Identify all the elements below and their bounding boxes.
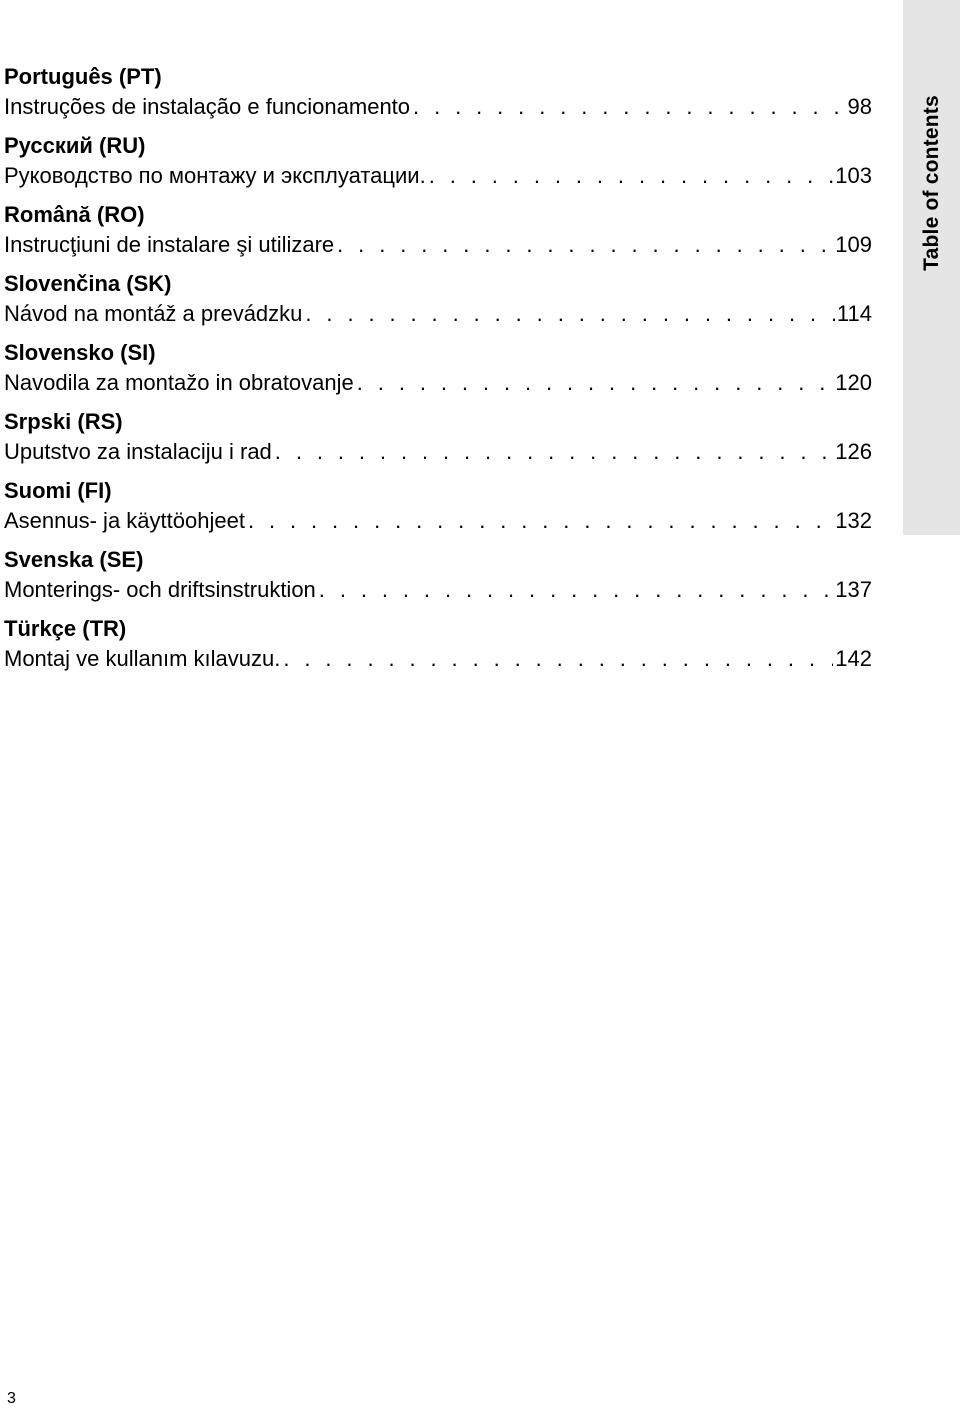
dot-leader — [280, 644, 833, 674]
side-tab — [903, 0, 960, 535]
toc-page: 114 — [836, 301, 872, 326]
toc-page: 98 — [847, 94, 872, 119]
toc-page: 103 — [835, 163, 872, 188]
toc-line[interactable] — [4, 161, 872, 191]
dot-leader — [410, 92, 845, 122]
toc-entry[interactable] — [4, 545, 872, 605]
toc-language: Svenska (SE) — [4, 547, 144, 572]
dot-leader — [245, 506, 833, 536]
page-number: 3 — [7, 1390, 16, 1407]
toc-line[interactable] — [4, 299, 872, 329]
dot-leader — [354, 368, 834, 398]
toc-entry[interactable] — [4, 131, 872, 191]
toc-line[interactable] — [4, 644, 872, 674]
toc-entry[interactable] — [4, 200, 872, 260]
toc-page: 137 — [835, 577, 872, 602]
toc-title: Instruções de instalação e funcionamento — [4, 94, 411, 119]
toc-title: Návod na montáž a prevádzku — [4, 301, 303, 326]
toc-title: Montaj ve kullanım kılavuzu. — [4, 646, 281, 671]
toc-language: Português (PT) — [4, 64, 162, 89]
toc-title: Руководство по монтажу и эксплуатации. — [4, 163, 426, 188]
toc-line[interactable] — [4, 437, 872, 467]
toc-entry[interactable] — [4, 338, 872, 398]
toc-entry[interactable] — [4, 269, 872, 329]
toc-language: Slovensko (SI) — [4, 340, 156, 365]
toc-page: 142 — [835, 646, 872, 671]
dot-leader — [302, 299, 835, 329]
toc-language: Türkçe (TR) — [4, 616, 127, 641]
toc-page: 132 — [835, 508, 872, 533]
toc-entry[interactable] — [4, 62, 872, 122]
table-of-contents — [4, 62, 872, 683]
toc-entry[interactable] — [4, 476, 872, 536]
toc-line[interactable] — [4, 92, 872, 122]
toc-language: Русский (RU) — [4, 133, 146, 158]
toc-page: 126 — [835, 439, 872, 464]
toc-title: Asennus- ja käyttöohjeet — [4, 508, 245, 533]
dot-leader — [426, 161, 834, 191]
toc-title: Instrucţiuni de instalare şi utilizare — [4, 232, 335, 257]
toc-page: 109 — [835, 232, 872, 257]
toc-title: Navodila za montažo in obratovanje — [4, 370, 354, 395]
dot-leader — [316, 575, 833, 605]
toc-title: Uputstvo za instalaciju i rad — [4, 439, 272, 464]
toc-line[interactable] — [4, 368, 872, 398]
toc-entry[interactable] — [4, 407, 872, 467]
toc-line[interactable] — [4, 575, 872, 605]
toc-page: 120 — [835, 370, 872, 395]
toc-title: Monterings- och driftsinstruktion — [4, 577, 316, 602]
toc-entry[interactable] — [4, 614, 872, 674]
toc-language: Slovenčina (SK) — [4, 271, 172, 296]
toc-line[interactable] — [4, 506, 872, 536]
side-tab-label: Table of contents — [919, 95, 943, 271]
dot-leader — [334, 230, 833, 260]
toc-language: Srpski (RS) — [4, 409, 123, 434]
toc-line[interactable] — [4, 230, 872, 260]
toc-language: Suomi (FI) — [4, 478, 112, 503]
toc-language: Română (RO) — [4, 202, 145, 227]
dot-leader — [272, 437, 833, 467]
